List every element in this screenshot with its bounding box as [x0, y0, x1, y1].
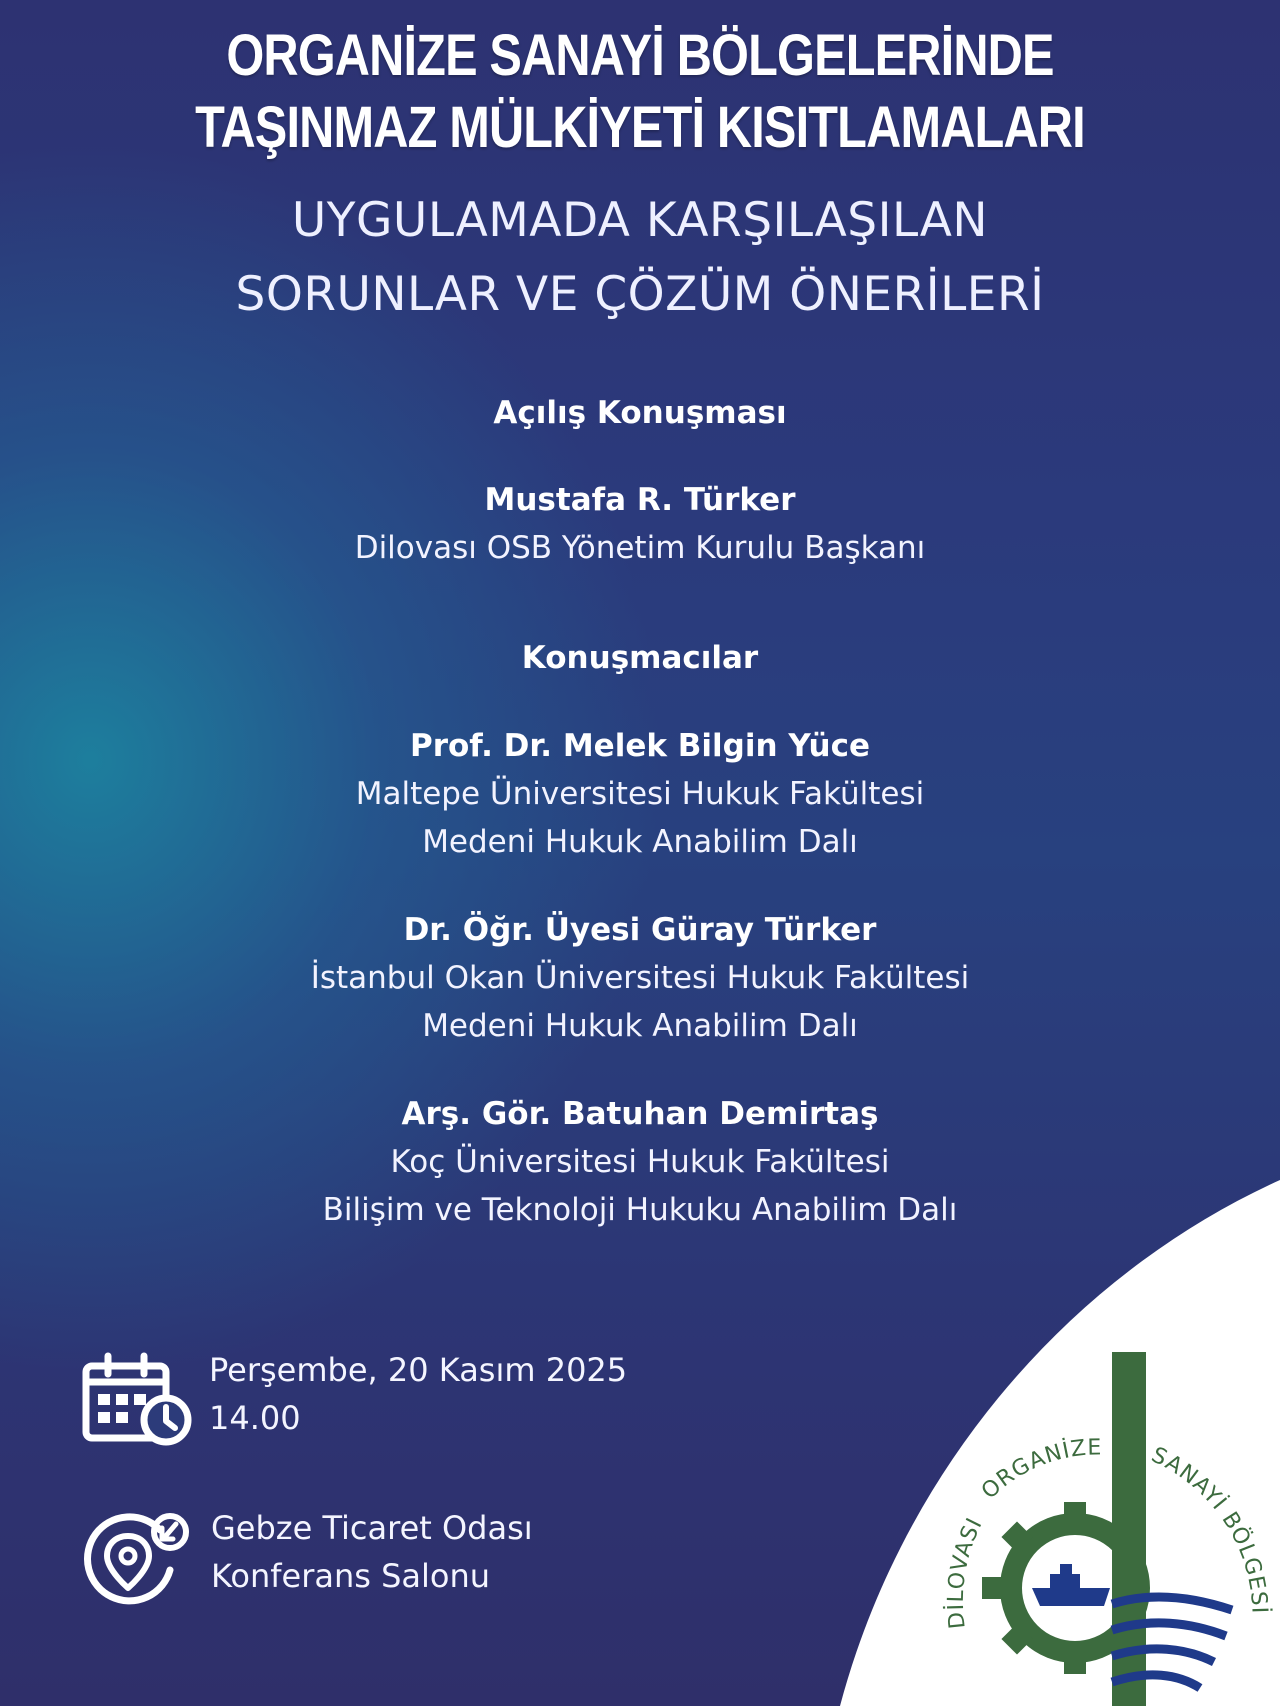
- event-date: Perşembe, 20 Kasım 2025: [209, 1351, 628, 1389]
- logo-ship-icon: [1032, 1564, 1110, 1606]
- venue-line-2: Konferans Salonu: [211, 1557, 491, 1595]
- speaker-2-affiliation-line-2: Medeni Hukuk Anabilim Dalı: [422, 1008, 858, 1044]
- logo-text-top: ORGANİZE: [976, 1435, 1103, 1505]
- logo-text-right: SANAYİ BÖLGESİ: [1147, 1442, 1272, 1615]
- speaker-1-name: Prof. Dr. Melek Bilgin Yüce: [410, 728, 870, 764]
- opening-heading: Açılış Konuşması: [493, 395, 787, 431]
- speaker-1-affiliation-line-2: Medeni Hukuk Anabilim Dalı: [422, 824, 858, 860]
- opening-speaker-name: Mustafa R. Türker: [484, 482, 796, 518]
- speaker-2-affiliation-line-1: İstanbul Okan Üniversitesi Hukuk Fakültesi: [310, 960, 970, 996]
- speaker-2-name: Dr. Öğr. Üyesi Güray Türker: [403, 912, 877, 948]
- logo-text-left: DİLOVASI: [943, 1513, 988, 1631]
- event-time: 14.00: [209, 1399, 301, 1437]
- speaker-3-affiliation-line-1: Koç Üniversitesi Hukuk Fakültesi: [390, 1144, 890, 1180]
- speaker-1-affiliation-line-1: Maltepe Üniversitesi Hukuk Fakültesi: [355, 776, 925, 812]
- speakers-heading: Konuşmacılar: [521, 640, 759, 676]
- opening-speaker-role: Dilovası OSB Yönetim Kurulu Başkanı: [354, 530, 926, 566]
- speaker-3-name: Arş. Gör. Batuhan Demirtaş: [401, 1096, 879, 1132]
- subtitle-line-1: UYGULAMADA KARŞILAŞILAN: [291, 193, 989, 248]
- title-line-1: ORGANİZE SANAYİ BÖLGELERİNDE: [226, 23, 1054, 88]
- subtitle-line-2: SORUNLAR VE ÇÖZÜM ÖNERİLERİ: [235, 267, 1045, 322]
- speaker-3-affiliation-line-2: Bilişim ve Teknoloji Hukuku Anabilim Dalı: [322, 1192, 958, 1228]
- venue-line-1: Gebze Ticaret Odası: [211, 1509, 533, 1547]
- title-line-2: TAŞINMAZ MÜLKİYETİ KISITLAMALARI: [195, 95, 1085, 160]
